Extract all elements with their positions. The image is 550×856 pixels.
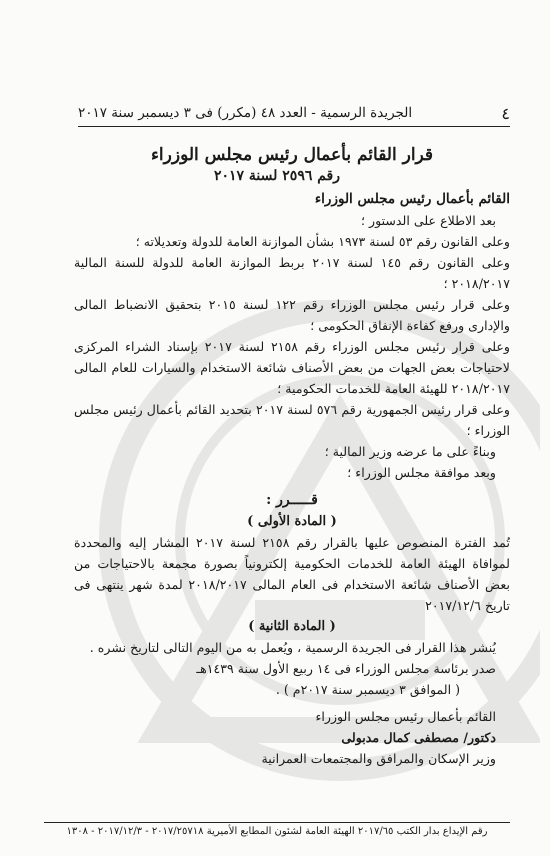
preamble-line: وعلى قرار رئيس مجلس الوزراء رقم ٢١٥٨ لسنة ٢٠١٧ بإسناد الشراء المركزى لاحتياجات بعض الجهات من بعض الأصناف شائعة الاستخدام والسيارات للعام المالى ٢٠١٨/٢٠١٧ للهيئة العامة للخدمات الحكومية ؛ — [74, 339, 510, 396]
preamble-line: وبعد موافقة مجلس الوزراء ؛ — [347, 465, 496, 480]
issued-gregorian: ( الموافق ٣ ديسمبر سنة ٢٠١٧م ) . — [275, 682, 460, 697]
preamble-line: وبناءً على ما عرضه وزير المالية ؛ — [324, 444, 496, 459]
page-number: ٤ — [501, 103, 510, 123]
article-1-heading: ( المادة الأولى ) — [247, 514, 337, 529]
article-2-text: يُنشر هذا القرار فى الجريدة الرسمية ، ويُعمل به من اليوم التالى لتاريخ نشره . — [89, 640, 496, 655]
decree-content — [74, 144, 510, 769]
decree-title: قرار القائم بأعمال رئيس مجلس الوزراء — [150, 145, 434, 165]
decides-label: قـــــرر : — [266, 492, 318, 508]
preamble-line: وعلى قرار رئيس الجمهورية رقم ٥٧٦ لسنة ٢٠١٧ بتحديد القائم بأعمال رئيس مجلس الوزراء ؛ — [74, 402, 511, 438]
article-1-text: تُمد الفترة المنصوص عليها بالقرار رقم ٢١٥٨ لسنة ٢٠١٧ المشار إليه والمحددة لموافاة الهيئة العامة للخدمات الحكومية إلكترونياً بصورة مجمعة بالاحتياجات من بعض الأصناف شائعة الاستخدام فى العام المالى ٢٠١٨/٢٠١٧ لمدة شهر ينتهى فى تاريخ ٢٠١٧/١٢/٦ — [74, 535, 510, 613]
decree-body — [74, 210, 510, 769]
issuer-heading: القائم بأعمال رئيس مجلس الوزراء — [314, 191, 510, 207]
preamble-line: بعد الاطلاع على الدستور ؛ — [360, 213, 496, 228]
article-2-heading: ( المادة الثانية ) — [248, 619, 336, 634]
preamble-line: وعلى القانون رقم ٥٣ لسنة ١٩٧٣ بشأن الموازنة العامة للدولة وتعديلاته ؛ — [135, 234, 510, 249]
signature-position: وزير الإسكان والمرافق والمجتمعات العمرانية — [261, 751, 496, 766]
issued-hijri: صدر برئاسة مجلس الوزراء فى ١٤ ربيع الأول سنة ١٤٣٩هـ — [196, 661, 496, 676]
preamble-line: وعلى قرار رئيس مجلس الوزراء رقم ١٢٢ لسنة ٢٠١٥ بتحقيق الانضباط المالى والإدارى ورفع كفاءة الإنفاق الحكومى ؛ — [74, 297, 510, 333]
decree-number: رقم ٢٥٩٦ لسنة ٢٠١٧ — [213, 168, 341, 184]
gazette-header — [78, 100, 510, 127]
gazette-issue-title: الجريدة الرسمية - العدد ٤٨ (مكرر) فى ٣ ديسمبر سنة ٢٠١٧ — [78, 105, 413, 121]
signature-name: دكتور/ مصطفى كمال مدبولى — [341, 730, 496, 745]
signature-role: القائم بأعمال رئيس مجلس الوزراء — [315, 709, 496, 724]
preamble-line: وعلى القانون رقم ١٤٥ لسنة ٢٠١٧ بربط الموازنة العامة للدولة للسنة المالية ٢٠١٨/٢٠١٧ ؛ — [74, 255, 510, 291]
deposit-footer: رقم الإيداع بدار الكتب ٢٠١٧/٦٥ الهيئة العامة لشئون المطابع الأميرية ٢٠١٧/٢٥٧١٨ - ٢٠١٧/١٢/٣ - ١٣٠٨ — [44, 822, 510, 837]
